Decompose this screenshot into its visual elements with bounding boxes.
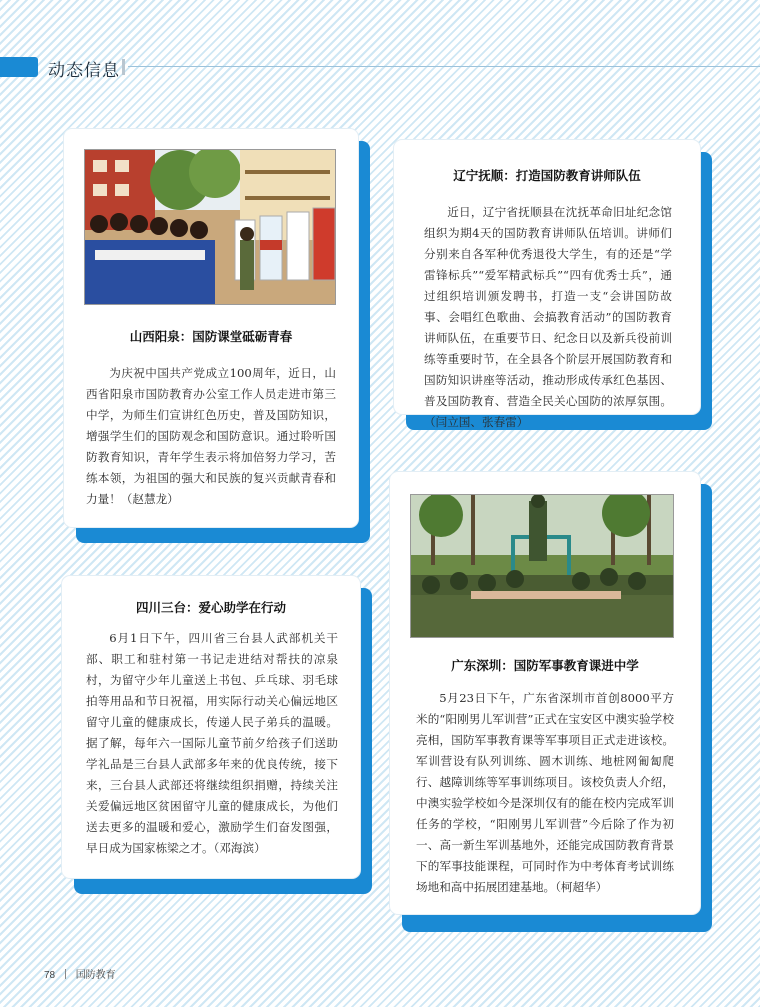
- article-body-liaoning: 近日，辽宁省抚顺县在沈抚革命旧址纪念馆组织为期4天的国防教育讲师队伍培训。讲师们分别来自各军种优秀退役大学生，有的还是“学雷锋标兵”“爱军精武标兵”“四有优秀士兵”，通过组织培训颁发聘书，打造一支“会讲国防故事、会唱红色歌曲、会搞教育活动”的国防教育讲师队伍，在重要节日、纪念日以及新兵役前训练等重要时节，在全县各个阶层开展国防教育和国防知识讲座等活动，推动形成传承红色基因、普及国防教育、营造全民关心国防的浓厚氛围。（闫立国、张春雷）: [424, 205, 672, 429]
- article-body-shanxi: 为庆祝中国共产党成立100周年，近日，山西省阳泉市国防教育办公室工作人员走进市第三中学，为师生们宣讲红色历史，普及国防知识，增强学生们的国防观念和国防意识。通过聆听国防教育知识，青年学生表示将加倍努力学习，苦练本领，为祖国的强大和民族的复兴贡献青春和力量！（赵慧龙）: [86, 366, 336, 506]
- magazine-name: 国防教育: [75, 970, 116, 981]
- section-header: [0, 54, 760, 80]
- article-card-guangdong: [390, 472, 700, 914]
- footer-separator: [65, 969, 66, 979]
- photo-military-training: [410, 494, 674, 638]
- article-title-sichuan: 四川三台：爱心助学在行动: [135, 601, 286, 615]
- article-card-liaoning: [394, 140, 700, 429]
- article-title-shanxi: 山西阳泉：国防课堂砥砺青春: [129, 330, 293, 344]
- article-title-liaoning: 辽宁抚顺：打造国防教育讲师队伍: [453, 169, 641, 183]
- page-number: 78: [44, 970, 56, 981]
- photo-classroom-exhibit: [84, 149, 336, 305]
- article-card-shanxi: [64, 129, 358, 527]
- page-footer: [44, 966, 116, 981]
- article-body-guangdong: 5月23日下午，广东省深圳市首创8000平方米的“阳刚男儿军训营”正式在宝安区中澳实验学校亮相，国防军事教育课等军事项目正式走进该校。军训营设有队列训练、圆木训练、地桩网匍匐爬行、越障训练等军事训练项目。该校负责人介绍，中澳实验学校如今是深圳仅有的能在校内完成军训任务的学校，“阳刚男儿军训营”今后除了作为初一、高一新生军训基地外，还能完成国防教育背景下的军事技能课程，可同时作为中考体育考试训练场地和高中拓展团建基地。（柯超华）: [416, 691, 674, 894]
- article-body-sichuan: 6月1日下午，四川省三台县人武部机关干部、职工和驻村第一书记走进结对帮扶的凉泉村，为留守少年儿童送上书包、乒乓球、羽毛球拍等用品和节日祝福，用实际行动关心偏远地区留守儿童的健康成长，传递人民子弟兵的温暖。据了解，每年六一国际儿童节前夕给孩子们送助学礼品是三台县人武部多年来的优良传统，接下来，三台县人武部还将继续组织捐赠，持续关注关爱偏远地区贫困留守儿童的健康成长，为他们送去更多的温暖和爱心，激励学生们奋发图强，早日成为国家栋梁之才。（邓海滨）: [86, 631, 338, 855]
- article-card-sichuan: [62, 576, 360, 878]
- section-title: 动态信息: [48, 61, 120, 80]
- article-title-guangdong: 广东深圳：国防军事教育课进中学: [451, 659, 639, 673]
- header-rule: [128, 66, 760, 67]
- header-accent-bar: [0, 57, 38, 77]
- header-separator: [122, 59, 125, 75]
